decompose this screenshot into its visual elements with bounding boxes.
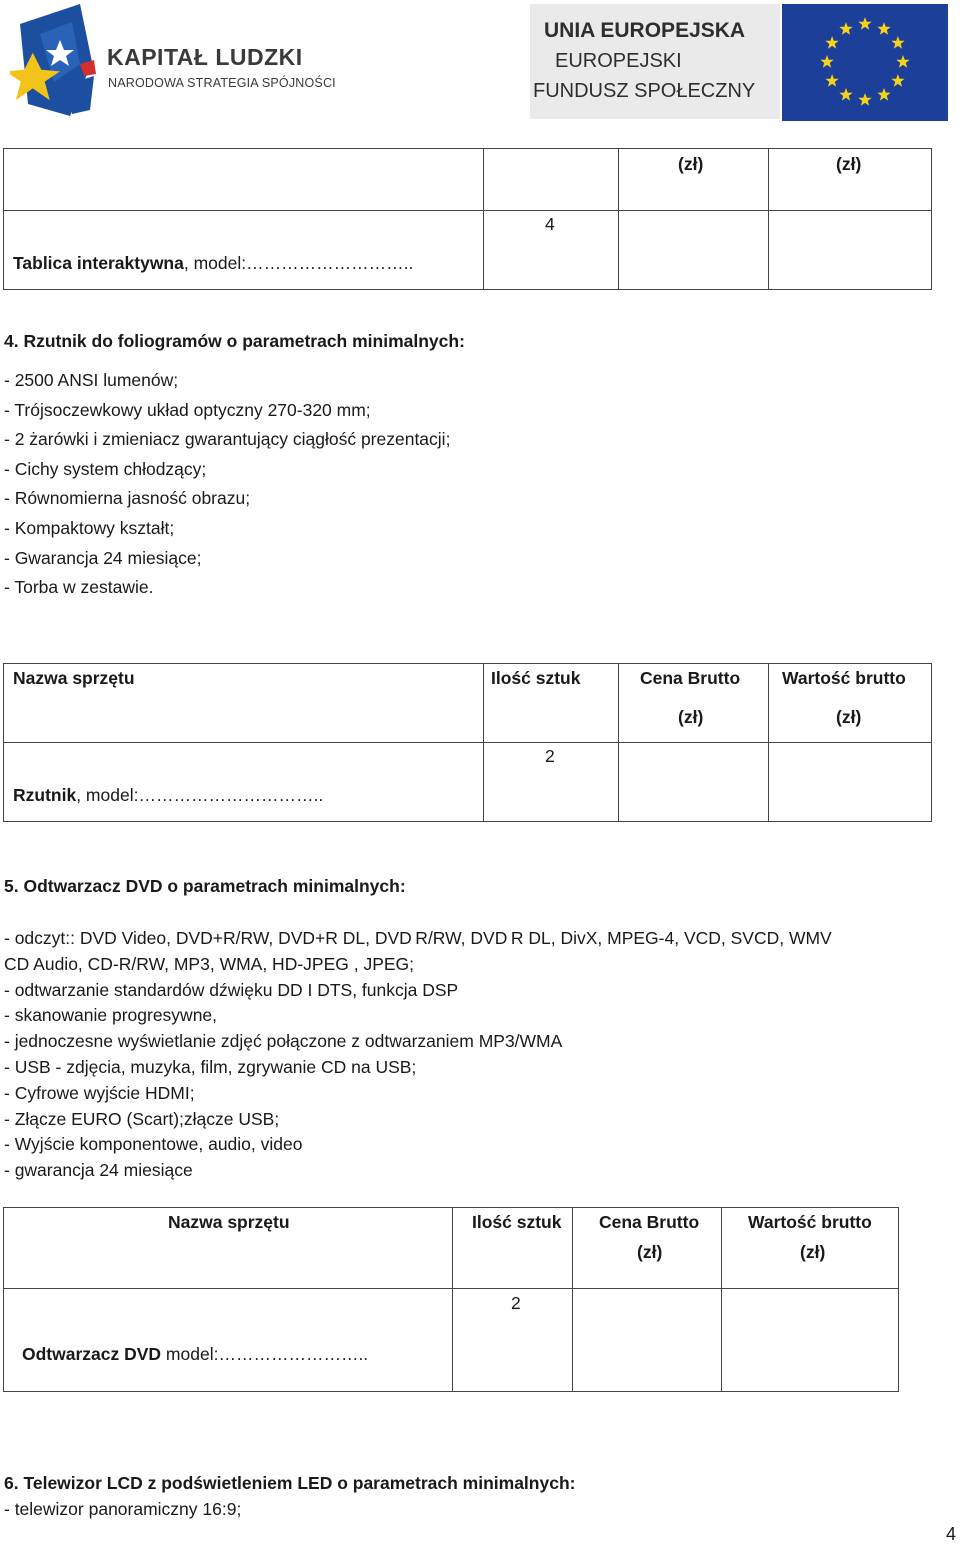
item-name-bold: Odtwarzacz DVD bbox=[22, 1344, 162, 1364]
table-cell bbox=[4, 149, 484, 211]
page-number: 4 bbox=[945, 1524, 956, 1544]
column-header-value: Wartość brutto bbox=[782, 668, 906, 688]
spec-list-item: - Torba w zestawie. bbox=[4, 577, 154, 598]
column-header-name: Nazwa sprzętu bbox=[168, 1212, 290, 1232]
item-name-bold: Tablica interaktywna bbox=[13, 253, 184, 273]
quantity-value: 2 bbox=[545, 746, 555, 766]
table-cell bbox=[484, 149, 619, 211]
unit-label: (zł) bbox=[678, 154, 704, 174]
item-name-bold: Rzutnik bbox=[13, 785, 77, 805]
spec-list-item: - odczyt:: DVD Video, DVD+R/RW, DVD+R DL, DVD R/RW, DVD R DL, DivX, MPEG-4, VCD, SVCD, WMV bbox=[4, 928, 832, 948]
unit-label: (zł) bbox=[836, 707, 862, 727]
table-cell bbox=[4, 743, 484, 822]
spec-list-item: - 2500 ANSI lumenów; bbox=[4, 370, 179, 390]
ue-line-3: FUNDUSZ SPOŁECZNY bbox=[533, 80, 756, 102]
column-header-qty: Ilość sztuk bbox=[491, 668, 581, 688]
column-header-price: Cena Brutto bbox=[640, 668, 741, 688]
spec-list-item: - Równomierna jasność obrazu; bbox=[4, 488, 251, 509]
item-model-blank: model:…………………….. bbox=[161, 1344, 369, 1364]
spec-list-item: - Trójsoczewkowy układ optyczny 270-320 mm; bbox=[4, 399, 371, 420]
eu-flag-icon bbox=[782, 4, 948, 121]
item-model-blank: , model:……………………….. bbox=[183, 253, 414, 273]
column-header-qty: Ilość sztuk bbox=[472, 1212, 562, 1232]
ue-line-1: UNIA EUROPEJSKA bbox=[544, 19, 746, 42]
unit-label: (zł) bbox=[836, 154, 862, 174]
table-cell bbox=[769, 743, 932, 822]
quantity-value: 2 bbox=[511, 1293, 521, 1313]
section-heading: 4. Rzutnik do foliogramów o parametrach minimalnych: bbox=[4, 331, 465, 351]
item-name bbox=[13, 253, 413, 274]
column-header-price: Cena Brutto bbox=[599, 1212, 700, 1232]
table-cell bbox=[619, 743, 769, 822]
item-model-blank: , model:………………………….. bbox=[76, 785, 324, 805]
spec-list-item: - telewizor panoramiczny 16:9; bbox=[4, 1499, 242, 1519]
unit-label: (zł) bbox=[678, 707, 704, 727]
spec-list-item: - jednoczesne wyświetlanie zdjęć połączone z odtwarzaniem MP3/WMA bbox=[4, 1031, 563, 1052]
table-cell bbox=[722, 1289, 899, 1392]
spec-list-item: - 2 żarówki i zmieniacz gwarantujący ciągłość prezentacji; bbox=[4, 429, 451, 450]
ue-line-2: EUROPEJSKI bbox=[555, 50, 682, 72]
spec-list-item: - Kompaktowy kształt; bbox=[4, 518, 175, 538]
item-name bbox=[22, 1344, 368, 1365]
spec-list-item: - odtwarzanie standardów dźwięku DD I DTS, funkcja DSP bbox=[4, 979, 459, 1000]
item-name bbox=[13, 785, 323, 806]
kl-title: KAPITAŁ LUDZKI bbox=[107, 44, 303, 70]
spec-list-item: CD Audio, CD-R/RW, MP3, WMA, HD-JPEG , JPEG; bbox=[4, 953, 415, 974]
table-cell bbox=[619, 211, 769, 290]
section-heading: 6. Telewizor LCD z podświetleniem LED o parametrach minimalnych: bbox=[4, 1473, 576, 1493]
table-cell bbox=[4, 211, 484, 290]
unit-label: (zł) bbox=[637, 1242, 663, 1262]
quantity-value: 4 bbox=[545, 214, 555, 234]
spec-list-item: - gwarancja 24 miesiące bbox=[4, 1160, 193, 1181]
spec-list-item: - USB - zdjęcia, muzyka, film, zgrywanie CD na USB; bbox=[4, 1057, 417, 1077]
section-heading: 5. Odtwarzacz DVD o parametrach minimalnych: bbox=[4, 876, 406, 896]
unit-label: (zł) bbox=[800, 1242, 826, 1262]
spec-list-item: - skanowanie progresywne, bbox=[4, 1005, 218, 1026]
spec-list-item: - Złącze EURO (Scart);złącze USB; bbox=[4, 1108, 280, 1129]
spec-list-item: - Cyfrowe wyjście HDMI; bbox=[4, 1082, 195, 1103]
table-cell bbox=[573, 1289, 722, 1392]
spec-list-item: - Gwarancja 24 miesiące; bbox=[4, 547, 202, 568]
spec-list-item: - Wyjście komponentowe, audio, video bbox=[4, 1134, 303, 1155]
column-header-value: Wartość brutto bbox=[748, 1212, 872, 1232]
table-cell bbox=[4, 1289, 453, 1392]
table-cell bbox=[769, 211, 932, 290]
kl-subtitle: NARODOWA STRATEGIA SPÓJNOŚCI bbox=[108, 76, 336, 90]
spec-list-item: - Cichy system chłodzący; bbox=[4, 458, 207, 479]
column-header-name: Nazwa sprzętu bbox=[13, 668, 135, 688]
